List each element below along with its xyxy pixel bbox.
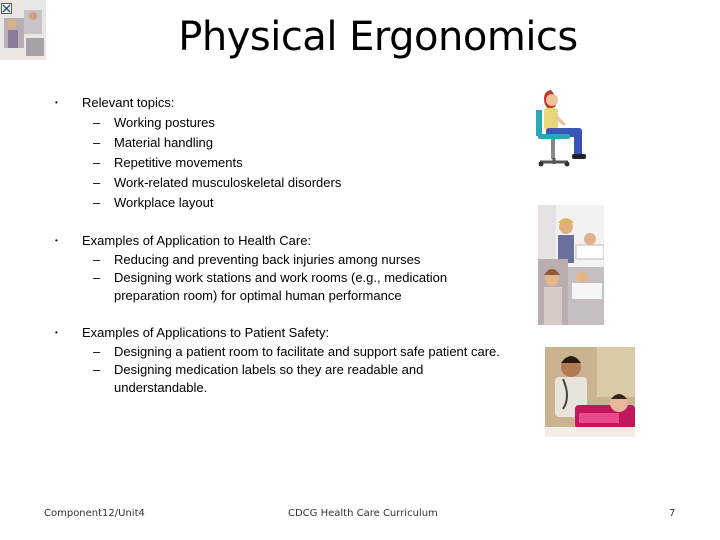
sub-bullet: – Designing a patient room to facilitate and support safe patient care.	[93, 344, 500, 359]
sub-bullet: – Repetitive movements	[93, 155, 243, 170]
sub-bullet: – Work-related musculoskeletal disorders	[93, 175, 342, 190]
footer-left: Component12/Unit4	[44, 508, 145, 519]
bullet-list	[55, 93, 515, 397]
patient-care-photo	[545, 347, 635, 437]
page-number: 7	[669, 508, 676, 519]
bullet-heading: • Relevant topics:	[55, 95, 175, 110]
sub-bullet: – Reducing and preventing back injuries among nurses	[93, 252, 421, 267]
broken-image-icon	[1, 1, 12, 12]
sub-bullet: – Designing work stations and work rooms (e.g., medication preparation room) for optimal human performance	[93, 270, 448, 303]
nurse-patient-photo	[538, 205, 604, 325]
slide-title: Physical Ergonomics	[178, 14, 578, 60]
bullet-heading: • Examples of Application to Health Care:	[55, 233, 312, 248]
sub-bullet: – Designing medication labels so they are readable and understandable.	[93, 362, 424, 395]
seated-person-clipart	[520, 84, 612, 176]
sub-bullet: – Working postures	[93, 115, 215, 130]
sub-bullet: – Material handling	[93, 135, 214, 150]
footer-center: CDCG Health Care Curriculum	[288, 508, 438, 519]
sub-bullet: – Workplace layout	[93, 195, 214, 210]
bullet-heading: • Examples of Applications to Patient Safety:	[55, 325, 330, 340]
